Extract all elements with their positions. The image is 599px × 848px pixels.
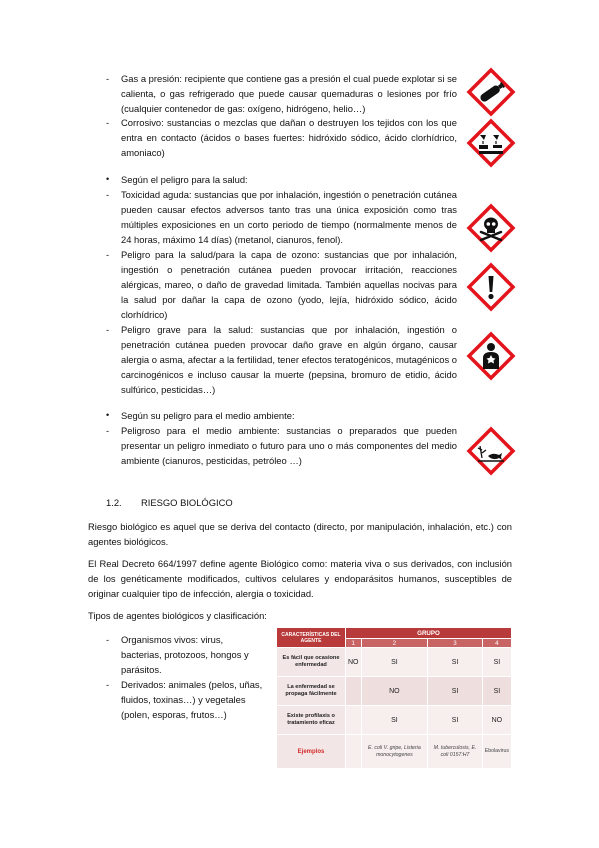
gas-presion-text: Gas a presión: recipiente que contiene gas a presión el cual puede explotar si se calienta, o gas refrigerado que puede causar quemaduras o lesiones por frío (cualquier contenedor de gas: oxígeno, hidrógeno, helio…) (121, 73, 457, 114)
peligroso-text: Peligroso para el medio ambiente: sustancias o preparados que pueden presentar un peligro inmediato o futuro para uno o más componentes del medio ambiente (cianuros, pesticidas, petróleo …) (121, 425, 457, 466)
table-row (277, 735, 512, 769)
organismos-text: Organismos vivos: virus, bacterias, protozoos, hongos y parásitos. (121, 634, 249, 675)
table-cell: SI (428, 677, 482, 706)
table-cell: M. tuberculosis, E. coli 0157:H7 (428, 735, 482, 769)
table-cell: SI (361, 648, 428, 677)
list-dash: - (106, 189, 110, 200)
row-label: La enfermedad se propaga fácilmente (277, 677, 346, 706)
table-cell (346, 677, 362, 706)
table-group-2: 2 (361, 639, 428, 648)
table-group-1: 1 (346, 639, 362, 648)
ejemplos-label: Ejemplos (277, 735, 346, 769)
list-dash: - (106, 324, 110, 335)
table-cell: Ebolavirus (482, 735, 511, 769)
list-dash: - (106, 117, 110, 128)
table-corner: CARACTERÍSTICAS DEL AGENTE (277, 628, 346, 648)
corrosion-icon (466, 118, 516, 168)
table-group-header: GRUPO (346, 628, 512, 639)
table-cell: NO (361, 677, 428, 706)
table-group-3: 3 (428, 639, 482, 648)
bullet: • (106, 410, 110, 420)
ozono-text: Peligro para la salud/para la capa de ozono: sustancias que por inhalación, ingestión o penetración cutánea pueden provocar irritación, reacciones alérgicas, mareo, o daño de gravedad limitada. También aquellas nocivas para la salud por dañar la capa de ozono (yodo, lejía, hidróxido sódico, ácido clorhídrico) (121, 249, 457, 320)
derivados-text: Derivados: animales (pelos, uñas, fluidos, toxinas…) y vegetales (polen, esporas, frutos…) (121, 679, 263, 720)
row-label: Es fácil que ocasione enfermedad (277, 648, 346, 677)
health-hazard-icon (466, 331, 516, 381)
environment-icon (466, 426, 516, 476)
table-cell: SI (428, 648, 482, 677)
table-row (277, 648, 512, 677)
bullet: • (106, 174, 110, 184)
ambiente-heading: Según su peligro para el medio ambiente: (121, 410, 295, 421)
row-label: Existe profilaxis o tratamiento eficaz (277, 706, 346, 735)
skull-crossbones-icon (466, 203, 516, 253)
corrosivo-text: Corrosivo: sustancias o mezclas que dañan o destruyen los tejidos con los que entra en contacto (ácidos o bases fuertes: hidróxido sódico, ácido clorhídrico, amoniaco) (121, 117, 457, 158)
list-dash: - (106, 73, 110, 84)
table-cell: NO (482, 706, 511, 735)
list-dash: - (106, 634, 110, 645)
table-group-4: 4 (482, 639, 511, 648)
biological-groups-table (276, 627, 512, 769)
table-cell: SI (482, 648, 511, 677)
table-cell: NO (346, 648, 362, 677)
table-cell: SI (428, 706, 482, 735)
table-cell: E. coli V. gripe, Listeria monocytogenes (361, 735, 428, 769)
section-title: RIESGO BIOLÓGICO (141, 497, 233, 508)
list-dash: - (106, 679, 110, 690)
table-row (277, 677, 512, 706)
table-cell: SI (482, 677, 511, 706)
table-cell (346, 735, 362, 769)
exclamation-mark-icon (466, 262, 516, 312)
paragraph-definicion: Riesgo biológico es aquel que se deriva del contacto (directo, por manipulación, inhalación, etc.) con agentes biológicos. (88, 521, 512, 547)
list-dash: - (106, 425, 110, 436)
toxicidad-text: Toxicidad aguda: sustancias que por inhalación, ingestión o penetración cutánea pueden causar efectos adversos tanto tras una única exposición como tras múltiples exposiciones en un corto periodo de tiempo (normalmente menos de 24 horas, máximo 14 días) (metanol, cianuros, fenol). (121, 189, 457, 245)
grave-text: Peligro grave para la salud: sustancias que por inhalación, ingestión o penetración cutánea pueden provocar daño grave en algún órgano, causar alergia o asma, afectar a la fertilidad, tener efectos teratogénicos, mutagénicos o carcinogénicos e incluso causar la muerte (pepsina, bromuro de etidio, ácido sulfúrico, pesticidas…) (121, 324, 457, 395)
section-number: 1.2. (106, 497, 122, 508)
paragraph-tipos: Tipos de agentes biológicos y clasificación: (88, 610, 267, 621)
salud-heading: Según el peligro para la salud: (121, 174, 248, 185)
paragraph-real-decreto: El Real Decreto 664/1997 define agente Biológico como: materia viva o sus derivados, con inclusión de los genéticamente modificados, cultivos celulares y endoparásitos humanos, susceptibles de originar cualquier tipo de infección, alergia o toxicidad. (88, 558, 512, 599)
table-row (277, 706, 512, 735)
list-dash: - (106, 249, 110, 260)
table-cell: SI (361, 706, 428, 735)
table-cell (346, 706, 362, 735)
gas-cylinder-icon (466, 67, 516, 117)
